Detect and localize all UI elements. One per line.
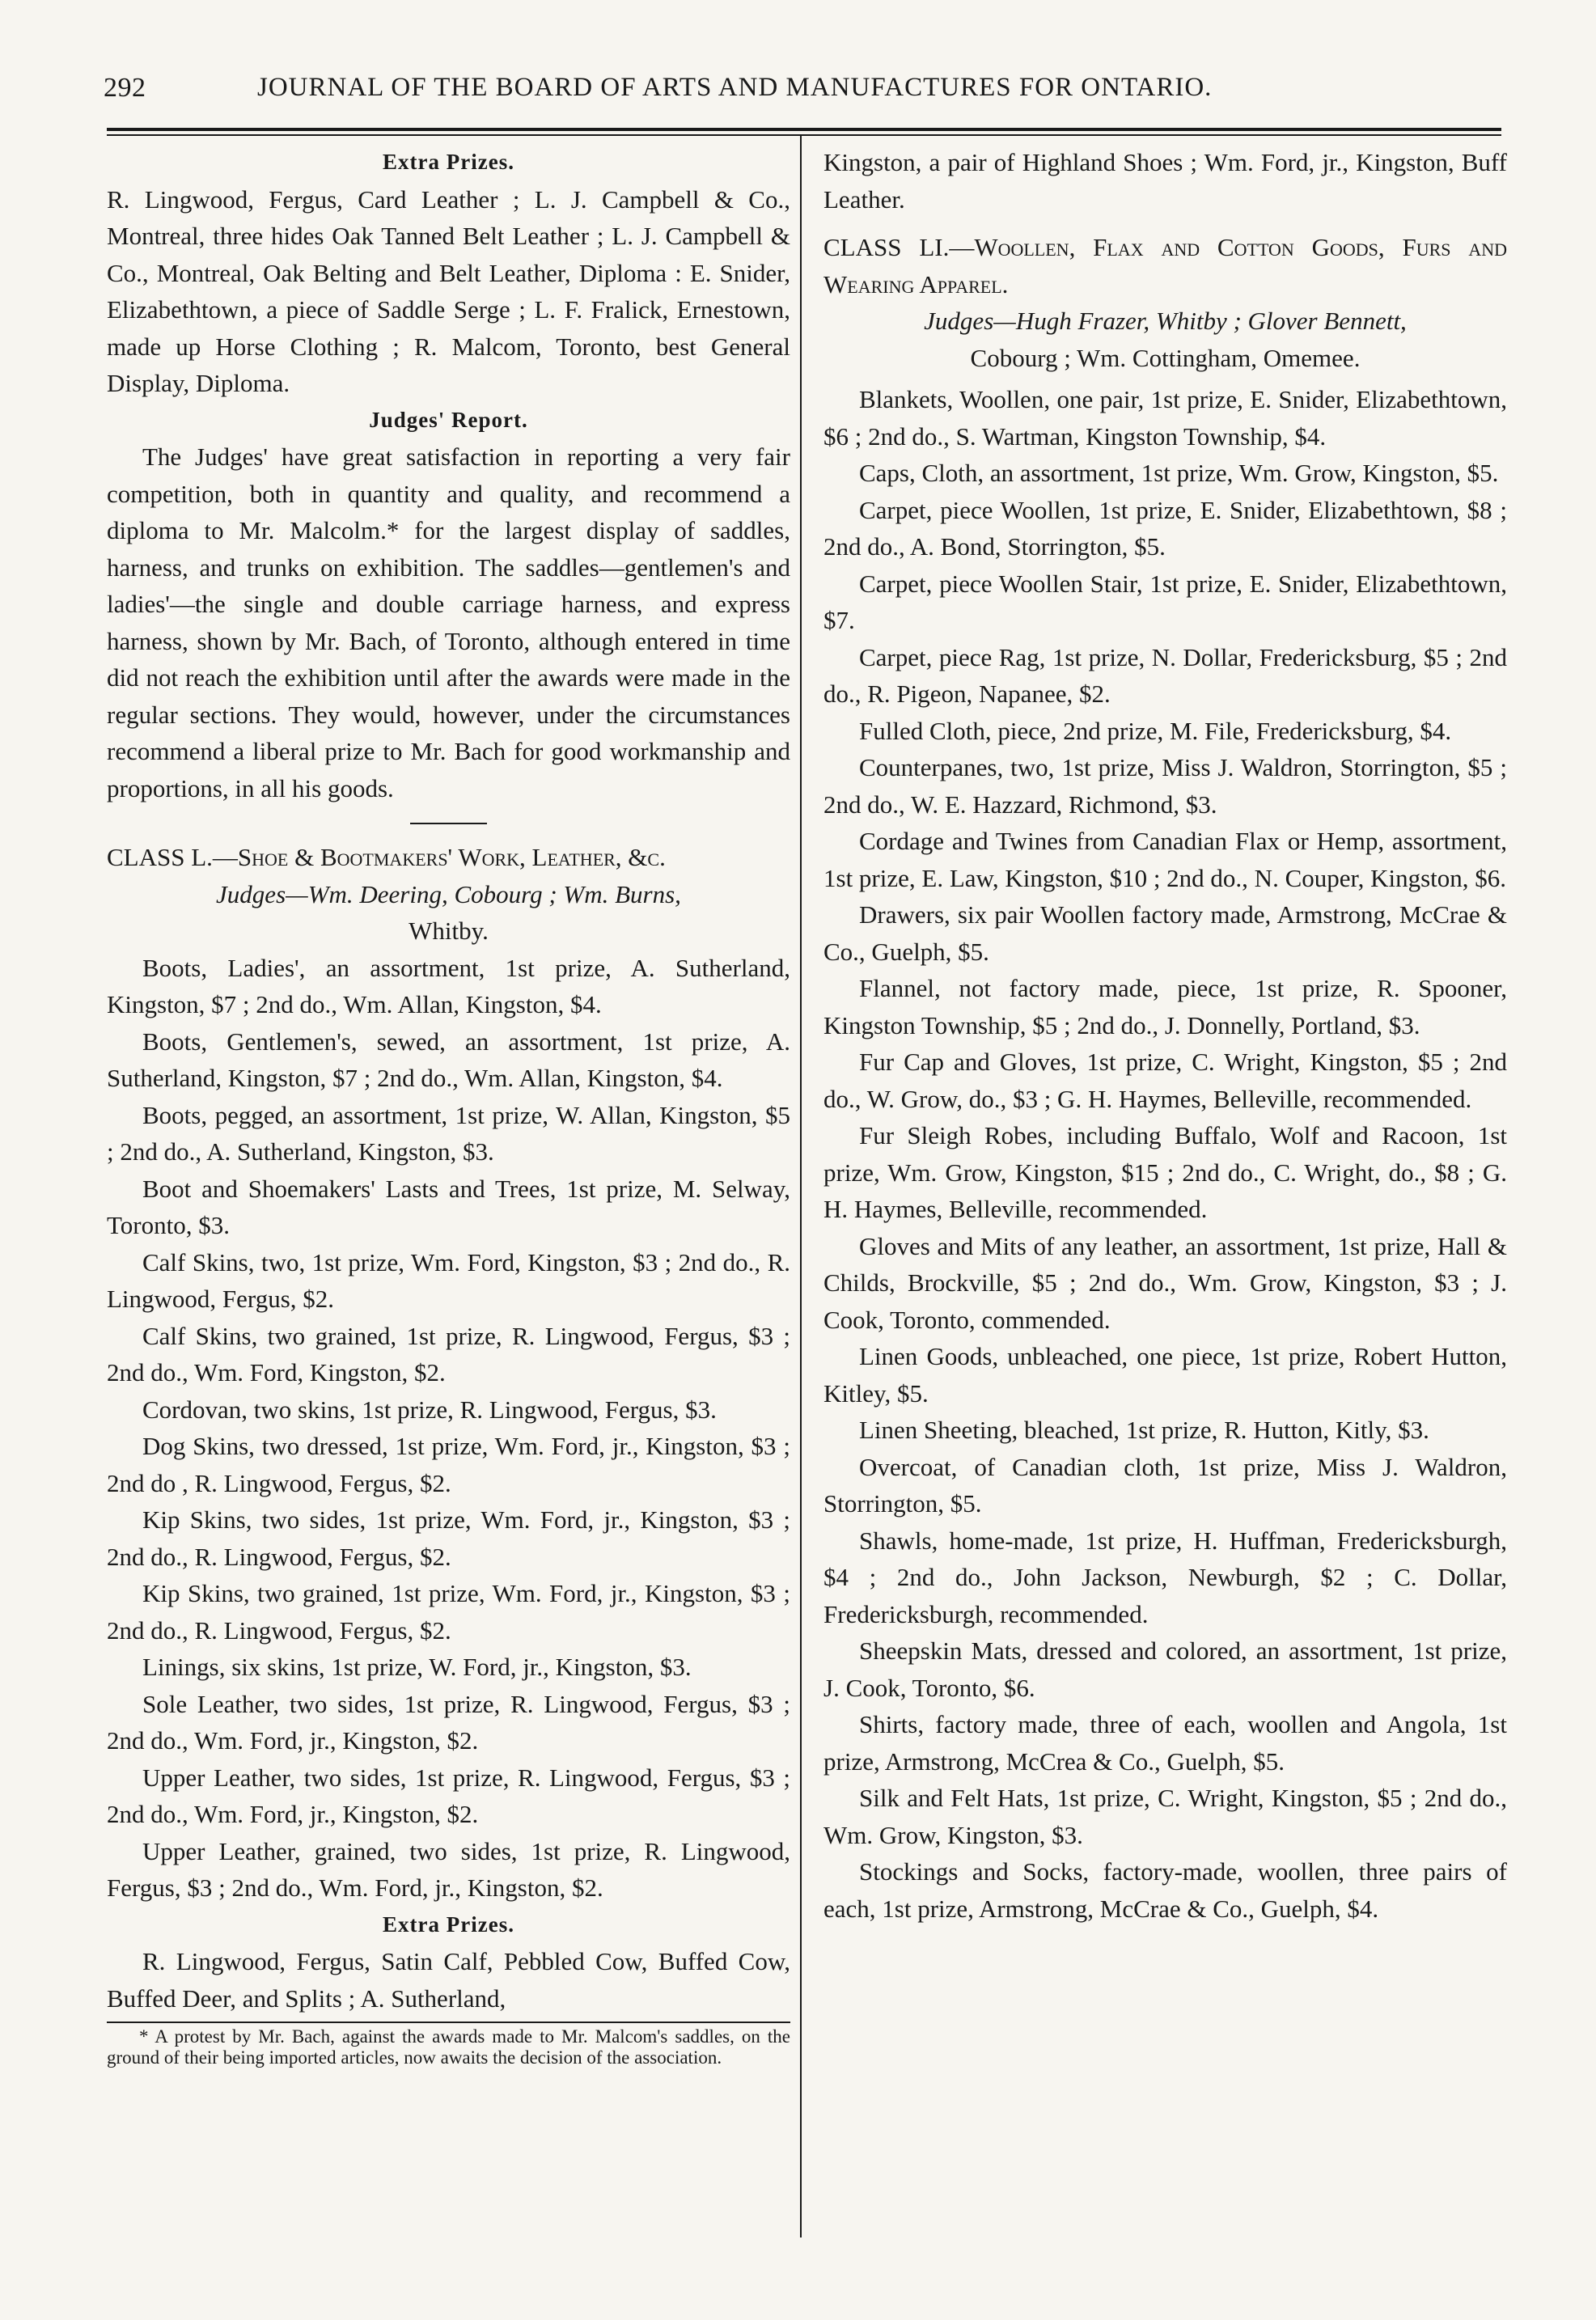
prize-entry: Fur Sleigh Robes, including Buffalo, Wolf and Racoon, 1st prize, Wm. Grow, Kingston, $15 ; 2nd do., C. Wright, do., $8 ; G. H. Haymes, Belleville, recommended. xyxy=(823,1121,1507,1223)
extra-prizes2-heading: Extra Prizes. xyxy=(383,1911,514,1937)
prize-entry: Kip Skins, two grained, 1st prize, Wm. Ford, jr., Kingston, $3 ; 2nd do., R. Lingwood, Fergus, $2. xyxy=(107,1579,790,1645)
prize-entry: Drawers, six pair Woollen factory made, Armstrong, McCrae & Co., Guelph, $5. xyxy=(823,900,1507,966)
class-li-judges-line2: Cobourg ; Wm. Cottingham, Omemee. xyxy=(970,343,1361,372)
prize-entry: Overcoat, of Canadian cloth, 1st prize, Miss J. Waldron, Storrington, $5. xyxy=(823,1452,1507,1518)
extra-prizes2-text: R. Lingwood, Fergus, Satin Calf, Pebbled Cow, Buffed Cow, Buffed Deer, and Splits ; A. Sutherland, xyxy=(107,1947,790,2013)
footnote-rule xyxy=(107,2022,790,2023)
prize-entry: Boots, Ladies', an assortment, 1st prize, A. Sutherland, Kingston, $7 ; 2nd do., Wm. Allan, Kingston, $4. xyxy=(107,953,790,1018)
prize-entry: Calf Skins, two grained, 1st prize, R. Lingwood, Fergus, $3 ; 2nd do., Wm. Ford, Kingston, $2. xyxy=(107,1321,790,1386)
class-li-judges-line1: Judges—Hugh Frazer, Whitby ; Glover Bennett, xyxy=(924,307,1407,335)
page-number: 292 xyxy=(104,73,146,103)
footnote: * A protest by Mr. Bach, against the awards made to Mr. Malcom's saddles, on the ground of their being imported articles, now awaits the decision of the association. xyxy=(107,2026,790,2068)
prize-entry: Shawls, home-made, 1st prize, H. Huffman, Fredericksburgh, $4 ; 2nd do., John Jackson, Newburgh, $2 ; C. Dollar, Fredericksburgh, recommended. xyxy=(823,1526,1507,1628)
prize-entry: Boots, pegged, an assortment, 1st prize, W. Allan, Kingston, $5 ; 2nd do., A. Sutherland, Kingston, $3. xyxy=(107,1100,790,1166)
prize-entry: Flannel, not factory made, piece, 1st prize, R. Spooner, Kingston Township, $5 ; 2nd do., J. Donnelly, Portland, $3. xyxy=(823,974,1507,1039)
prize-entry: Counterpanes, two, 1st prize, Miss J. Waldron, Storrington, $5 ; 2nd do., W. E. Hazzard, Richmond, $3. xyxy=(823,753,1507,819)
prize-entry: Blankets, Woollen, one pair, 1st prize, E. Snider, Elizabethtown, $6 ; 2nd do., S. Wartman, Kingston Township, $4. xyxy=(823,385,1507,451)
journal-title: JOURNAL OF THE BOARD OF ARTS AND MANUFACTURES FOR ONTARIO. xyxy=(257,73,1213,102)
prize-entry: Calf Skins, two, 1st prize, Wm. Ford, Kingston, $3 ; 2nd do., R. Lingwood, Fergus, $2. xyxy=(107,1247,790,1313)
class-l-judges-line1: Judges—Wm. Deering, Cobourg ; Wm. Burns, xyxy=(216,879,681,908)
prize-entry: Shirts, factory made, three of each, woollen and Angola, 1st prize, Armstrong, McCrea & Co., Guelph, $5. xyxy=(823,1710,1507,1776)
prize-entry: Upper Leather, grained, two sides, 1st prize, R. Lingwood, Fergus, $3 ; 2nd do., Wm. Ford, jr., Kingston, $2. xyxy=(107,1836,790,1902)
prize-entry: Carpet, piece Rag, 1st prize, N. Dollar, Fredericksburg, $5 ; 2nd do., R. Pigeon, Napanee, $2. xyxy=(823,642,1507,708)
prize-entry: Carpet, piece Woollen Stair, 1st prize, E. Snider, Elizabethtown, $7. xyxy=(823,569,1507,634)
header-rule-thin xyxy=(107,134,1501,136)
class-li-heading: CLASS LI.—Woollen, Flax and Cotton Goods, Furs and Wearing Apparel. xyxy=(823,233,1507,298)
prize-entry: Cordovan, two skins, 1st prize, R. Lingwood, Fergus, $3. xyxy=(142,1395,717,1424)
prize-entry: Upper Leather, two sides, 1st prize, R. Lingwood, Fergus, $3 ; 2nd do., Wm. Ford, jr., Kingston, $2. xyxy=(107,1763,790,1828)
class-l-heading: CLASS L.—Shoe & Bootmakers' Work, Leather, &c. xyxy=(107,843,666,871)
prize-entry: Linings, six skins, 1st prize, W. Ford, jr., Kingston, $3. xyxy=(142,1653,692,1681)
judges-report-heading: Judges' Report. xyxy=(369,407,528,432)
left-column xyxy=(107,144,790,2068)
continuation-text: Kingston, a pair of Highland Shoes ; Wm. Ford, jr., Kingston, Buff Leather. xyxy=(823,148,1507,214)
right-column xyxy=(823,144,1507,1927)
section-rule xyxy=(410,823,487,824)
extra-prizes-heading: Extra Prizes. xyxy=(383,150,514,174)
prize-entry: Caps, Cloth, an assortment, 1st prize, Wm. Grow, Kingston, $5. xyxy=(859,459,1499,487)
prize-entry: Sheepskin Mats, dressed and colored, an assortment, 1st prize, J. Cook, Toronto, $6. xyxy=(823,1636,1507,1702)
header-rule-thick xyxy=(107,128,1501,131)
prize-entry: Silk and Felt Hats, 1st prize, C. Wright, Kingston, $5 ; 2nd do., Wm. Grow, Kingston, $3. xyxy=(823,1784,1507,1849)
prize-entry: Sole Leather, two sides, 1st prize, R. Lingwood, Fergus, $3 ; 2nd do., Wm. Ford, jr., Kingston, $2. xyxy=(107,1689,790,1755)
prize-entry: Kip Skins, two sides, 1st prize, Wm. Ford, jr., Kingston, $3 ; 2nd do., R. Lingwood, Fergus, $2. xyxy=(107,1505,790,1571)
column-divider xyxy=(800,134,802,2237)
prize-entry: Boot and Shoemakers' Lasts and Trees, 1st prize, M. Selway, Toronto, $3. xyxy=(107,1174,790,1239)
prize-entry: Fulled Cloth, piece, 2nd prize, M. File, Fredericksburg, $4. xyxy=(859,716,1452,745)
prize-entry: Fur Cap and Gloves, 1st prize, C. Wright, Kingston, $5 ; 2nd do., W. Grow, do., $3 ; G. H. Haymes, Belleville, recommended. xyxy=(823,1048,1507,1113)
class-l-entries xyxy=(107,950,790,1907)
prize-entry: Linen Goods, unbleached, one piece, 1st prize, Robert Hutton, Kitley, $5. xyxy=(823,1342,1507,1408)
judges-report-text: The Judges' have great satisfaction in reporting a very fair competition, both in quantity and quality, and recommend a diploma to Mr. Malcolm.* for the largest display of saddles, harness, and trunks on exhibition. The saddles—gentlemen's and ladies'—the single and double carriage harness, and express harness, shown by Mr. Bach, of Toronto, although entered in time did not reach the exhibition until after the awards were made in the regular sections. They would, however, under the circumstances recommend a liberal prize to Mr. Bach for good workmanship and proportions, in all his goods. xyxy=(107,442,790,802)
extra-prizes-text: R. Lingwood, Fergus, Card Leather ; L. J. Campbell & Co., Montreal, three hides Oak Tanned Belt Leather ; L. J. Campbell & Co., Montreal, Oak Belting and Belt Leather, Diploma : E. Snider, Elizabethtown, a piece of Saddle Serge ; L. F. Fralick, Ernestown, made up Horse Clothing ; R. Malcom, Toronto, best General Display, Diploma. xyxy=(107,184,790,397)
prize-entry: Dog Skins, two dressed, 1st prize, Wm. Ford, jr., Kingston, $3 ; 2nd do , R. Lingwood, Fergus, $2. xyxy=(107,1432,790,1497)
running-header xyxy=(104,70,1495,110)
prize-entry: Cordage and Twines from Canadian Flax or Hemp, assortment, 1st prize, E. Law, Kingston, $10 ; 2nd do., N. Couper, Kingston, $6. xyxy=(823,827,1507,892)
class-li-entries xyxy=(823,381,1507,1927)
prize-entry: Boots, Gentlemen's, sewed, an assortment, 1st prize, A. Sutherland, Kingston, $7 ; 2nd do., Wm. Allan, Kingston, $4. xyxy=(107,1027,790,1092)
class-l-judges-line2: Whitby. xyxy=(409,917,489,945)
prize-entry: Linen Sheeting, bleached, 1st prize, R. Hutton, Kitly, $3. xyxy=(859,1416,1429,1444)
prize-entry: Stockings and Socks, factory-made, woollen, three pairs of each, 1st prize, Armstrong, McCrae & Co., Guelph, $4. xyxy=(823,1857,1507,1923)
prize-entry: Gloves and Mits of any leather, an assortment, 1st prize, Hall & Childs, Brockville, $5 ; 2nd do., Wm. Grow, Kingston, $3 ; J. Cook, Toronto, commended. xyxy=(823,1231,1507,1334)
prize-entry: Carpet, piece Woollen, 1st prize, E. Snider, Elizabethtown, $8 ; 2nd do., A. Bond, Storrington, $5. xyxy=(823,495,1507,561)
